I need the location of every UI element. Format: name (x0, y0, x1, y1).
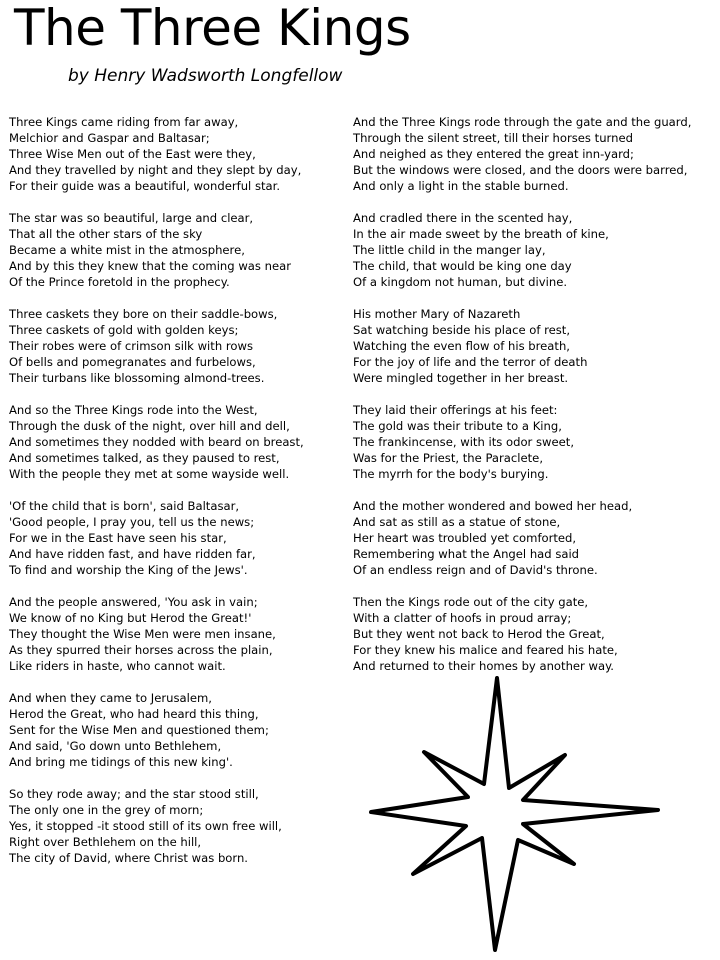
poem-line: And bring me tidings of this new king'. (9, 755, 233, 769)
document-title: The Three Kings (14, 0, 411, 57)
poem-line: Then the Kings rode out of the city gate, (353, 595, 589, 609)
poem-line: The little child in the manger lay, (353, 243, 546, 257)
stanza (9, 114, 349, 194)
poem-line: Three caskets they bore on their saddle-bows, (9, 307, 278, 321)
stanza (353, 402, 717, 482)
poem-line: And sometimes talked, as they paused to rest, (9, 451, 280, 465)
stanza (9, 306, 349, 386)
poem-line: Melchior and Gaspar and Baltasar; (9, 131, 210, 145)
poem-column-right (353, 114, 717, 690)
poem-line: And sat as still as a statue of stone, (353, 515, 561, 529)
stanza (353, 594, 717, 674)
poem-line: His mother Mary of Nazareth (353, 307, 521, 321)
poem-line: Of an endless reign and of David's throne. (353, 563, 598, 577)
poem-line: In the air made sweet by the breath of kine, (353, 227, 609, 241)
poem-line: Their turbans like blossoming almond-trees. (9, 371, 265, 385)
poem-line: 'Of the child that is born', said Baltasar, (9, 499, 240, 513)
poem-line: Her heart was troubled yet comforted, (353, 531, 577, 545)
poem-line: To find and worship the King of the Jews'. (9, 563, 248, 577)
poem-line: Three Wise Men out of the East were they, (9, 147, 256, 161)
poem-line: And said, 'Go down unto Bethlehem, (9, 739, 222, 753)
poem-line: For we in the East have seen his star, (9, 531, 227, 545)
poem-line: Remembering what the Angel had said (353, 547, 580, 561)
poem-line: Through the silent street, till their horses turned (353, 131, 633, 145)
star-icon (366, 674, 666, 954)
poem-line: That all the other stars of the sky (9, 227, 203, 241)
stanza (353, 498, 717, 578)
poem-line: For their guide was a beautiful, wonderful star. (9, 179, 281, 193)
poem-line: With a clatter of hoofs in proud array; (353, 611, 572, 625)
poem-line: Of bells and pomegranates and furbelows, (9, 355, 256, 369)
poem-line: And the mother wondered and bowed her head, (353, 499, 633, 513)
poem-line: The myrrh for the body's burying. (353, 467, 549, 481)
poem-line: For they knew his malice and feared his hate, (353, 643, 618, 657)
poem-line: And they travelled by night and they slept by day, (9, 163, 302, 177)
poem-line: And the people answered, 'You ask in vain; (9, 595, 258, 609)
poem-line: Of the Prince foretold in the prophecy. (9, 275, 230, 289)
poem-line: The child, that would be king one day (353, 259, 572, 273)
poem-line: And have ridden fast, and have ridden far, (9, 547, 256, 561)
poem-line: Right over Bethlehem on the hill, (9, 835, 202, 849)
poem-line: Sent for the Wise Men and questioned them; (9, 723, 269, 737)
poem-line: For the joy of life and the terror of death (353, 355, 588, 369)
stanza (353, 114, 717, 194)
poem-line: Three Kings came riding from far away, (9, 115, 239, 129)
poem-line: But the windows were closed, and the doors were barred, (353, 163, 688, 177)
poem-line: The gold was their tribute to a King, (353, 419, 562, 433)
poem-line: Watching the even flow of his breath, (353, 339, 570, 353)
poem-line: And by this they knew that the coming was near (9, 259, 291, 273)
poem-line: And only a light in the stable burned. (353, 179, 569, 193)
stanza (353, 210, 717, 290)
stanza (9, 402, 349, 482)
poem-line: But they went not back to Herod the Great, (353, 627, 605, 641)
stanza (9, 594, 349, 674)
poem-line: As they spurred their horses across the plain, (9, 643, 273, 657)
poem-line: The star was so beautiful, large and clear, (9, 211, 254, 225)
poem-line: Yes, it stopped -it stood still of its own free will, (9, 819, 282, 833)
poem-line: So they rode away; and the star stood still, (9, 787, 259, 801)
poem-line: Herod the Great, who had heard this thing, (9, 707, 259, 721)
poem-line: The frankincense, with its odor sweet, (353, 435, 575, 449)
stanza (9, 498, 349, 578)
poem-line: And the Three Kings rode through the gate and the guard, (353, 115, 692, 129)
poem-line: The city of David, where Christ was born. (9, 851, 248, 865)
poem-line: And so the Three Kings rode into the West, (9, 403, 258, 417)
stanza (9, 690, 349, 770)
poem-line: And cradled there in the scented hay, (353, 211, 573, 225)
poem-line: With the people they met at some wayside well. (9, 467, 290, 481)
poem-line: Three caskets of gold with golden keys; (9, 323, 239, 337)
star-outline (371, 678, 658, 950)
poem-column-left (9, 114, 349, 882)
poem-line: And returned to their homes by another way. (353, 659, 614, 673)
poem-line: Sat watching beside his place of rest, (353, 323, 571, 337)
poem-line: 'Good people, I pray you, tell us the news; (9, 515, 255, 529)
poem-line: Were mingled together in her breast. (353, 371, 569, 385)
poem-line: Became a white mist in the atmosphere, (9, 243, 245, 257)
stanza (9, 210, 349, 290)
poem-line: Was for the Priest, the Paraclete, (353, 451, 544, 465)
stanza (9, 786, 349, 866)
poem-line: Their robes were of crimson silk with rows (9, 339, 253, 353)
poem-line: They laid their offerings at his feet: (353, 403, 558, 417)
poem-line: And when they came to Jerusalem, (9, 691, 212, 705)
poem-line: Through the dusk of the night, over hill and dell, (9, 419, 290, 433)
poem-line: Like riders in haste, who cannot wait. (9, 659, 226, 673)
poem-line: The only one in the grey of morn; (9, 803, 204, 817)
author-byline: by Henry Wadsworth Longfellow (68, 66, 343, 86)
poem-line: We know of no King but Herod the Great!' (9, 611, 252, 625)
poem-line: They thought the Wise Men were men insane, (9, 627, 276, 641)
poem-line: And sometimes they nodded with beard on breast, (9, 435, 304, 449)
poem-line: Of a kingdom not human, but divine. (353, 275, 568, 289)
stanza (353, 306, 717, 386)
poem-line: And neighed as they entered the great inn-yard; (353, 147, 634, 161)
